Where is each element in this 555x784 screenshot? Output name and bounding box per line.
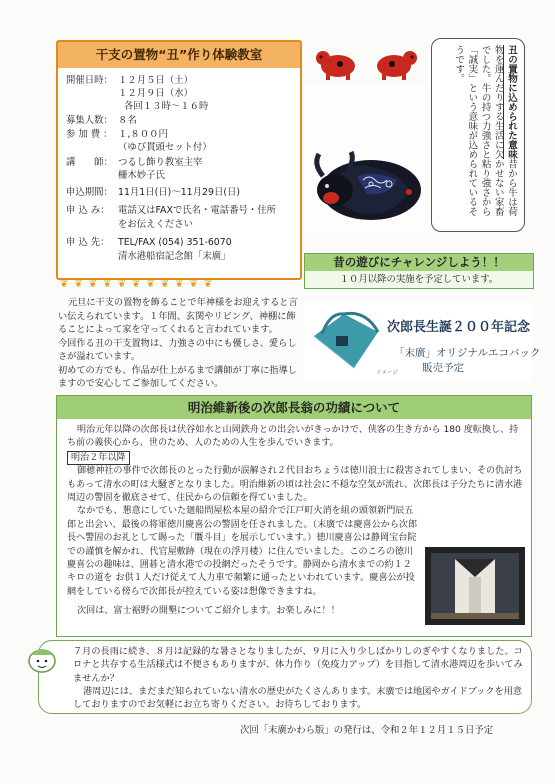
apply-row bbox=[66, 204, 276, 217]
teacher-label: 講 師： bbox=[66, 157, 113, 168]
leaf-icon: ❦ bbox=[103, 279, 114, 290]
leaf-icon: ❦ bbox=[74, 279, 85, 290]
teacher1: つるし飾り教室主宰 bbox=[118, 157, 203, 168]
leaf-icon: ❦ bbox=[146, 279, 157, 290]
promo-subtitle: 「末廣」オリジナルエコバック bbox=[394, 347, 541, 359]
apply2: をお伝えください bbox=[118, 219, 194, 230]
leaf-icon: ❦ bbox=[117, 279, 128, 290]
event-box bbox=[56, 40, 302, 280]
event-date-row bbox=[66, 74, 193, 87]
leaf-icon: ❦ bbox=[203, 279, 215, 290]
leaf-icon: ❦ bbox=[60, 279, 71, 290]
event-time: 各回１３時～１６時 bbox=[124, 101, 209, 112]
article-title: 明治維新後の次郎長翁の功績について bbox=[57, 396, 531, 419]
story-p2: 今回作る丑の干支置物は、力強さの中にも優しさ、愛らしさが溢れています。 bbox=[58, 337, 297, 362]
fee-row bbox=[66, 128, 168, 141]
period-row bbox=[66, 186, 240, 199]
story-p1: 元旦に干支の置物を飾ることで年神様をお迎えすると言い伝えられています。１年間、玄関やリビング、神棚に飾ることによって家を守ってくれると言われています。 bbox=[58, 297, 298, 335]
teacher-row bbox=[66, 156, 202, 169]
fee-note: （ゆび貫頭セット付） bbox=[118, 142, 212, 153]
article-p2: 御穂神社の事件で次郎長のとった行動が誤解され２代目おちょうは徳川浪士に殺害されてしまい、その仇討ちもあって清水の町は大騒ぎとなりました。明治維新の頃は社会に不穏な空気が流れ、次郎長は子分たちに清水港周辺の警固を徹底させて、住民からの信頼を得ていました。 bbox=[67, 466, 523, 504]
jirocho-article bbox=[56, 395, 532, 637]
challenge-title: 昔の遊びにチャレンジしよう！！ bbox=[305, 254, 533, 271]
leaf-decoration bbox=[60, 279, 218, 290]
contact2: 清水港船宿記念館「末廣」 bbox=[118, 251, 231, 262]
next-issue-notice: 次回「末廣かわら版」の発行は、令和２年１２月１５日予定 bbox=[240, 725, 494, 736]
mascot-icon bbox=[25, 643, 59, 673]
red-ox-icon bbox=[377, 51, 417, 80]
display-case-photo bbox=[425, 547, 525, 625]
note-p2: 港周辺には、まだまだ知られていない清水の歴史がたくさんあります。末廣では地図やガイドブックを用意しておりますのでお気軽にお立ち寄りください。お待ちしております。 bbox=[73, 685, 523, 711]
article-p3: なかでも、懇意にしていた廻船問屋松本屋の紹介で江戸町火消を組の頭領新門辰五郎と出会い、最後の将軍徳川慶喜公の警固を任されました。（末廣では慶喜公から次郎長へ警固のお礼として賜った「贋斗目」を展示しています。）徳川慶喜公は静岡宝台院での謹慎を解かれ、代官屋敷跡（現在の浮月楼）に住んでいました。このころの徳川慶喜公の趣味は、囲碁と清水港での投網だったそうです。静岡から清水までの約１２キロの道を お供１人だけ従えて人力車で頻繁に通ったといわれています。慶喜公が投網をしている傍らで次郎長が控えている姿は想像できますね。 bbox=[67, 506, 418, 597]
note-p1: ７月の長雨に続き、８月は記録的な暑さとなりましたが、９月に入り少しばかりしのぎやすくなりました。コロナと共存する生活様式は不便さもありますが、体力作り（免疫力アップ）を目指して清水港周辺を歩いてみませんか？ bbox=[73, 646, 523, 684]
capacity-value: ８名 bbox=[118, 115, 137, 126]
leaf-icon: ❦ bbox=[131, 279, 143, 290]
teacher2: 柵木妙子氏 bbox=[118, 170, 165, 181]
period-label: 申込期間： bbox=[66, 187, 113, 198]
capacity-label: 募集人数： bbox=[66, 115, 113, 126]
leaf-icon: ❦ bbox=[160, 279, 172, 290]
period-value: 11月1日(日)～11月29日(日) bbox=[118, 187, 241, 198]
leaf-icon: ❦ bbox=[189, 279, 200, 290]
contact1: TEL/FAX (054) 351-6070 bbox=[118, 237, 232, 248]
ox-ornament-photo bbox=[305, 84, 427, 234]
note-text bbox=[73, 645, 525, 711]
story-p3: 初めての方でも、作品が仕上がるまで講師が丁寧に指導しますので安心してご参加してください。 bbox=[58, 364, 297, 389]
apply1: 電話又はFAXで氏名・電話番号・住所 bbox=[118, 205, 276, 216]
promo-title: 次郎長生誕２００年記念 bbox=[387, 320, 531, 335]
ox-story bbox=[58, 296, 300, 391]
meaning-text bbox=[452, 45, 518, 225]
meiji-tag: 明治２年以降 bbox=[67, 451, 130, 465]
leaf-icon: ❦ bbox=[88, 279, 100, 290]
meaning-box bbox=[431, 38, 525, 232]
contact-label: 申 込 先： bbox=[66, 237, 110, 248]
promo-subtitle-2: 販売予定 bbox=[422, 362, 464, 374]
event-title: 干支の置物“丑”作り体験教室 bbox=[58, 42, 300, 68]
capacity-row bbox=[66, 114, 137, 127]
red-ox-illustrations bbox=[312, 44, 422, 82]
leaf-icon: ❦ bbox=[175, 279, 186, 290]
fee-value: １,８００円 bbox=[118, 129, 168, 140]
fee-label: 参 加 費 ： bbox=[66, 129, 113, 140]
promo-image-caption: イメージ bbox=[376, 370, 398, 376]
closing-note bbox=[38, 640, 532, 714]
challenge-banner bbox=[304, 253, 534, 289]
meaning-title: 丑の置物に込められた意味 bbox=[503, 45, 517, 159]
date-label: 開催日時： bbox=[66, 75, 113, 86]
date1: １２月５日（土） bbox=[118, 75, 194, 86]
date2: １２月９日（水） bbox=[118, 88, 194, 99]
red-ox-icon bbox=[316, 51, 355, 80]
eco-bag-image bbox=[304, 306, 386, 374]
contact-row bbox=[66, 236, 232, 249]
challenge-text: １０月以降の実施を予定しています。 bbox=[339, 274, 499, 285]
article-p1: 明治元年以降の次郎長は伏谷如水と山岡鉄舟との出会いがきっかけで、侠客の生き方から 180 度転換し、持ち前の義侠心から、世のため、人のための人生を歩んでいきます。 bbox=[67, 425, 519, 449]
article-p4: 次回は、富士裾野の開墾についてご紹介します。お楽しみに！！ bbox=[77, 606, 340, 617]
meaning-body: 昔から牛は荷物を運んだりする生活に欠かせない家畜でした。牛の持つ力強さと粘り強さから「誠実」という意味が込められているそうです。 bbox=[453, 45, 517, 216]
apply-label: 申 込 み： bbox=[66, 205, 110, 216]
eco-bag-promo bbox=[304, 302, 541, 382]
